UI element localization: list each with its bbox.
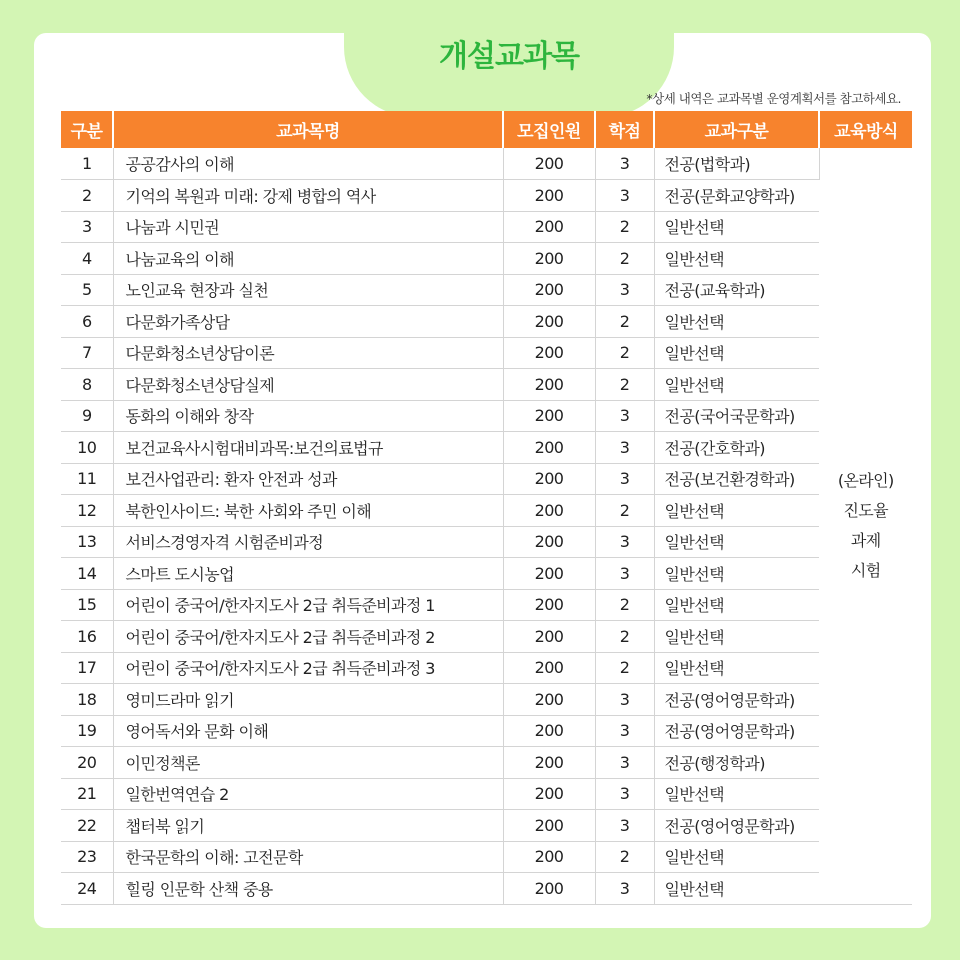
- course-number: 8: [61, 369, 113, 401]
- course-category: 전공(간호학과): [654, 432, 819, 464]
- course-name: 이민정책론: [113, 747, 503, 779]
- course-category: 일반선택: [654, 495, 819, 527]
- course-name: 힐링 인문학 산책 중용: [113, 873, 503, 905]
- course-capacity: 200: [503, 715, 595, 747]
- course-capacity: 200: [503, 873, 595, 905]
- course-capacity: 200: [503, 684, 595, 716]
- course-category: 일반선택: [654, 589, 819, 621]
- table-row: [61, 463, 912, 495]
- course-number: 20: [61, 747, 113, 779]
- course-number: 16: [61, 621, 113, 653]
- education-method: [819, 148, 912, 904]
- course-credits: 3: [595, 778, 654, 810]
- reference-note: *상세 내역은 교과목별 운영계획서를 참고하세요.: [646, 91, 901, 106]
- course-credits: 2: [595, 589, 654, 621]
- course-credits: 3: [595, 810, 654, 842]
- course-name: 노인교육 현장과 실천: [113, 274, 503, 306]
- table-row: [61, 526, 912, 558]
- table-row: [61, 495, 912, 527]
- course-name: 북한인사이드: 북한 사회와 주민 이해: [113, 495, 503, 527]
- course-number: 14: [61, 558, 113, 590]
- course-credits: 2: [595, 652, 654, 684]
- course-credits: 2: [595, 495, 654, 527]
- course-credits: 3: [595, 747, 654, 779]
- course-number: 15: [61, 589, 113, 621]
- table-row: [61, 180, 912, 212]
- course-credits: 3: [595, 432, 654, 464]
- course-credits: 3: [595, 526, 654, 558]
- course-number: 10: [61, 432, 113, 464]
- course-category: 일반선택: [654, 243, 819, 275]
- course-credits: 3: [595, 148, 654, 180]
- course-category: 일반선택: [654, 306, 819, 338]
- header-method: 교육방식: [819, 111, 912, 148]
- course-capacity: 200: [503, 495, 595, 527]
- course-table-body: [61, 148, 912, 904]
- course-number: 21: [61, 778, 113, 810]
- table-row: [61, 306, 912, 338]
- course-category: 일반선택: [654, 369, 819, 401]
- course-capacity: 200: [503, 810, 595, 842]
- table-row: [61, 841, 912, 873]
- course-credits: 2: [595, 841, 654, 873]
- course-category: 전공(국어국문학과): [654, 400, 819, 432]
- table-row: [61, 747, 912, 779]
- table-row: [61, 810, 912, 842]
- course-category: 전공(보건환경학과): [654, 463, 819, 495]
- table-row: [61, 589, 912, 621]
- course-credits: 2: [595, 621, 654, 653]
- course-number: 5: [61, 274, 113, 306]
- course-capacity: 200: [503, 747, 595, 779]
- course-capacity: 200: [503, 148, 595, 180]
- course-table: [61, 111, 912, 905]
- course-capacity: 200: [503, 526, 595, 558]
- course-credits: 3: [595, 715, 654, 747]
- table-row: [61, 274, 912, 306]
- table-row: [61, 337, 912, 369]
- course-category: 일반선택: [654, 621, 819, 653]
- header-name: 교과목명: [113, 111, 503, 148]
- course-capacity: 200: [503, 306, 595, 338]
- course-category: 전공(법학과): [654, 148, 819, 180]
- header-credits: 학점: [595, 111, 654, 148]
- course-name: 영미드라마 읽기: [113, 684, 503, 716]
- course-name: 스마트 도시농업: [113, 558, 503, 590]
- course-credits: 3: [595, 873, 654, 905]
- header-no: 구분: [61, 111, 113, 148]
- course-credits: 3: [595, 463, 654, 495]
- table-row: [61, 432, 912, 464]
- course-number: 24: [61, 873, 113, 905]
- course-credits: 2: [595, 337, 654, 369]
- course-capacity: 200: [503, 211, 595, 243]
- course-category: 전공(행정학과): [654, 747, 819, 779]
- table-row: [61, 652, 912, 684]
- table-row: [61, 400, 912, 432]
- course-credits: 3: [595, 180, 654, 212]
- table-row: [61, 621, 912, 653]
- course-category: 전공(영어영문학과): [654, 810, 819, 842]
- course-list-card: [34, 33, 931, 928]
- course-number: 22: [61, 810, 113, 842]
- course-category: 전공(교육학과): [654, 274, 819, 306]
- course-capacity: 200: [503, 652, 595, 684]
- table-row: [61, 243, 912, 275]
- course-name: 어린이 중국어/한자지도사 2급 취득준비과정 3: [113, 652, 503, 684]
- course-name: 다문화청소년상담이론: [113, 337, 503, 369]
- table-header-row: [61, 111, 912, 148]
- course-number: 2: [61, 180, 113, 212]
- course-number: 12: [61, 495, 113, 527]
- course-name: 동화의 이해와 창작: [113, 400, 503, 432]
- education-method-line: 진도율: [843, 500, 889, 520]
- course-capacity: 200: [503, 589, 595, 621]
- course-name: 서비스경영자격 시험준비과정: [113, 526, 503, 558]
- table-row: [61, 558, 912, 590]
- course-number: 19: [61, 715, 113, 747]
- table-row: [61, 715, 912, 747]
- course-number: 13: [61, 526, 113, 558]
- course-number: 11: [61, 463, 113, 495]
- course-name: 다문화가족상담: [113, 306, 503, 338]
- course-capacity: 200: [503, 558, 595, 590]
- table-row: [61, 211, 912, 243]
- education-method-line: 과제: [850, 530, 881, 550]
- course-credits: 2: [595, 211, 654, 243]
- course-category: 일반선택: [654, 211, 819, 243]
- course-credits: 3: [595, 274, 654, 306]
- course-category: 일반선택: [654, 873, 819, 905]
- table-row: [61, 369, 912, 401]
- course-credits: 3: [595, 558, 654, 590]
- education-method-line: 시험: [850, 560, 881, 580]
- course-name: 한국문학의 이해: 고전문학: [113, 841, 503, 873]
- course-number: 7: [61, 337, 113, 369]
- table-row: [61, 778, 912, 810]
- course-number: 3: [61, 211, 113, 243]
- course-number: 23: [61, 841, 113, 873]
- course-category: 일반선택: [654, 652, 819, 684]
- course-capacity: 200: [503, 621, 595, 653]
- course-credits: 3: [595, 400, 654, 432]
- course-name: 나눔교육의 이해: [113, 243, 503, 275]
- course-name: 보건사업관리: 환자 안전과 성과: [113, 463, 503, 495]
- table-row: [61, 148, 912, 180]
- course-capacity: 200: [503, 274, 595, 306]
- course-name: 공공감사의 이해: [113, 148, 503, 180]
- title-tab: [344, 33, 674, 117]
- course-number: 18: [61, 684, 113, 716]
- course-number: 4: [61, 243, 113, 275]
- course-capacity: 200: [503, 463, 595, 495]
- course-category: 일반선택: [654, 337, 819, 369]
- course-name: 챕터북 읽기: [113, 810, 503, 842]
- course-capacity: 200: [503, 243, 595, 275]
- course-capacity: 200: [503, 337, 595, 369]
- course-category: 일반선택: [654, 778, 819, 810]
- course-capacity: 200: [503, 180, 595, 212]
- course-number: 1: [61, 148, 113, 180]
- page-title: 개설교과목: [439, 39, 579, 74]
- course-category: 일반선택: [654, 526, 819, 558]
- header-category: 교과구분: [654, 111, 819, 148]
- course-number: 6: [61, 306, 113, 338]
- course-category: 전공(영어영문학과): [654, 684, 819, 716]
- course-credits: 2: [595, 369, 654, 401]
- course-capacity: 200: [503, 400, 595, 432]
- course-number: 17: [61, 652, 113, 684]
- education-method-line: (온라인): [837, 470, 894, 490]
- table-row: [61, 873, 912, 905]
- course-capacity: 200: [503, 841, 595, 873]
- course-credits: 2: [595, 306, 654, 338]
- course-category: 전공(영어영문학과): [654, 715, 819, 747]
- course-name: 어린이 중국어/한자지도사 2급 취득준비과정 2: [113, 621, 503, 653]
- course-name: 나눔과 시민권: [113, 211, 503, 243]
- course-capacity: 200: [503, 778, 595, 810]
- course-credits: 2: [595, 243, 654, 275]
- header-capacity: 모집인원: [503, 111, 595, 148]
- course-name: 보건교육사시험대비과목:보건의료법규: [113, 432, 503, 464]
- course-category: 일반선택: [654, 558, 819, 590]
- course-name: 일한번역연습 2: [113, 778, 503, 810]
- course-credits: 3: [595, 684, 654, 716]
- table-row: [61, 684, 912, 716]
- course-category: 전공(문화교양학과): [654, 180, 819, 212]
- course-name: 다문화청소년상담실제: [113, 369, 503, 401]
- course-name: 어린이 중국어/한자지도사 2급 취득준비과정 1: [113, 589, 503, 621]
- course-number: 9: [61, 400, 113, 432]
- course-capacity: 200: [503, 369, 595, 401]
- course-capacity: 200: [503, 432, 595, 464]
- course-name: 기억의 복원과 미래: 강제 병합의 역사: [113, 180, 503, 212]
- course-name: 영어독서와 문화 이해: [113, 715, 503, 747]
- course-category: 일반선택: [654, 841, 819, 873]
